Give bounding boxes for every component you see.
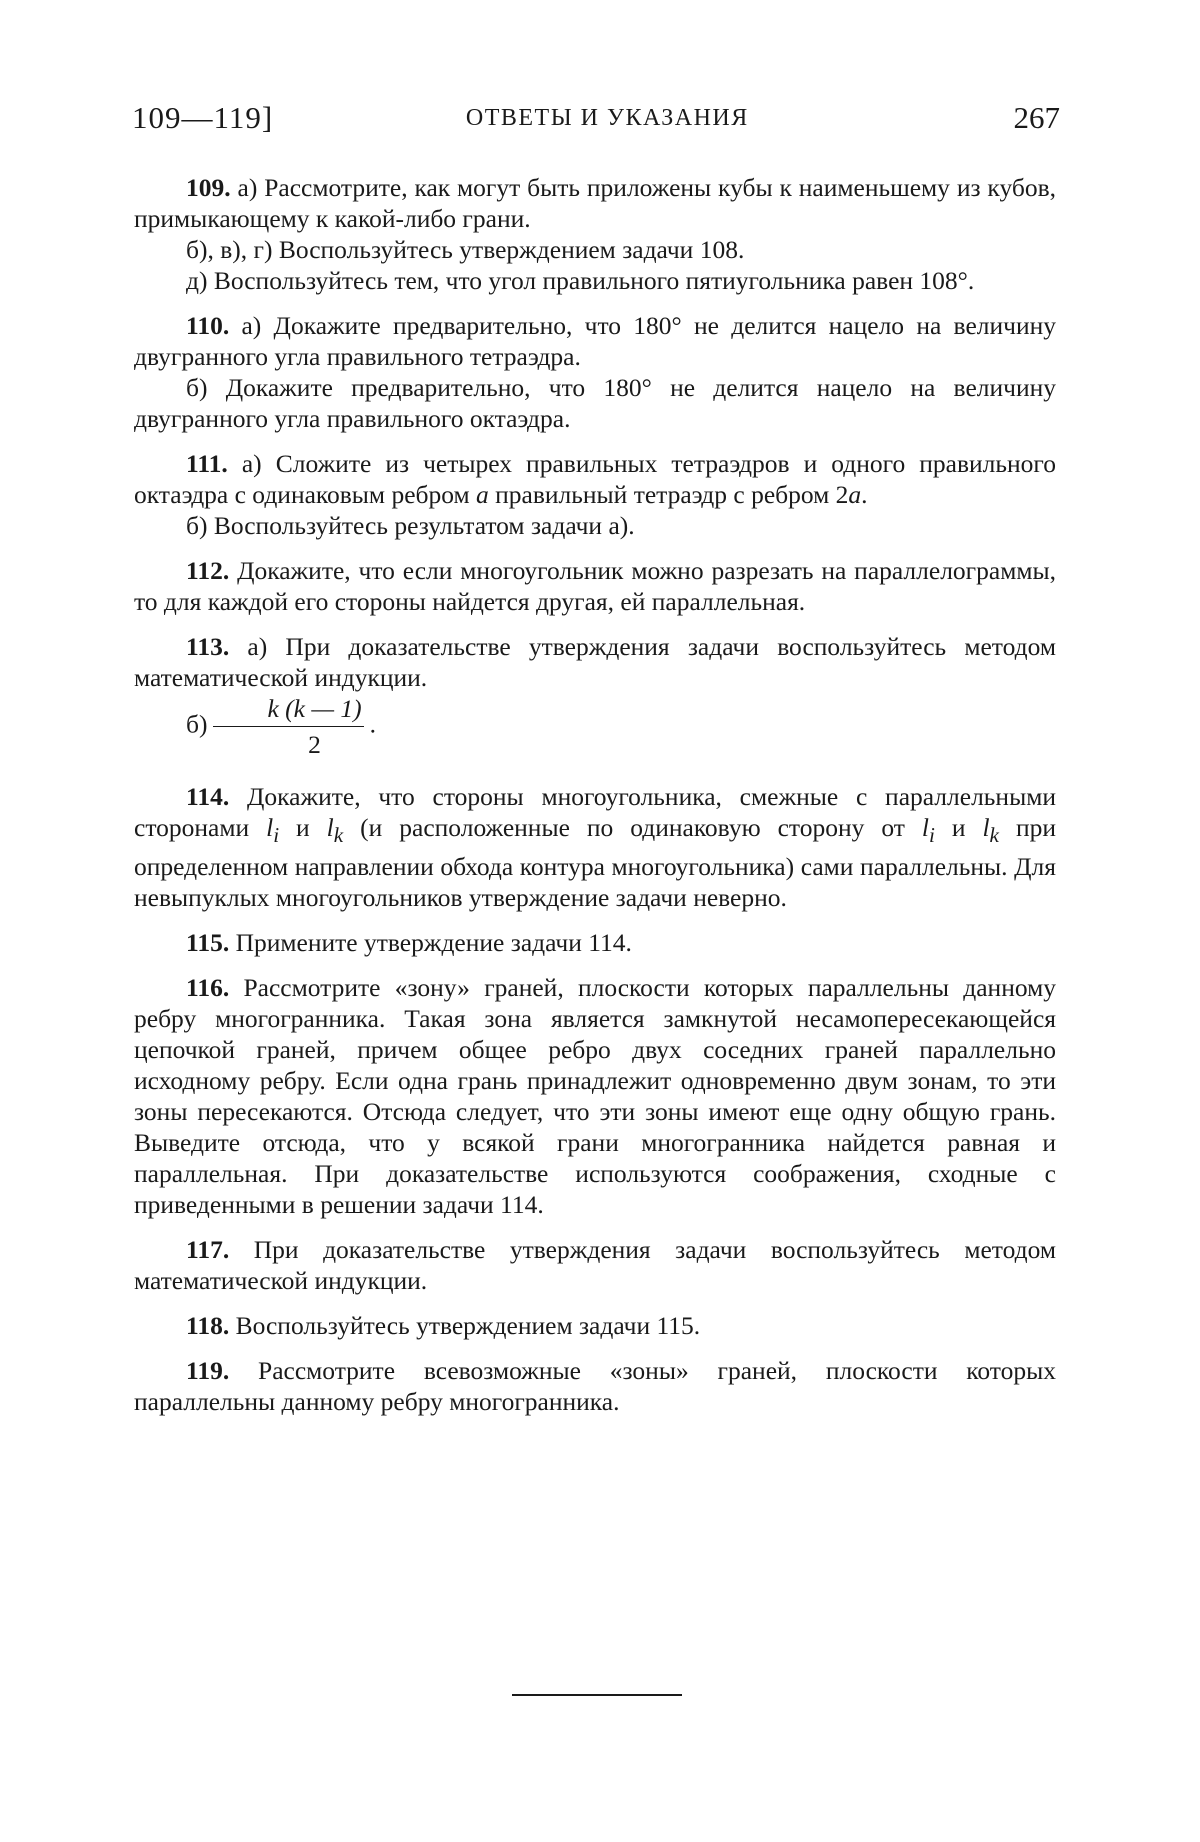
- subscript-k: k: [990, 823, 999, 847]
- answer-number: 119.: [186, 1356, 229, 1385]
- variable-l: l: [266, 813, 273, 842]
- answer-number: 115.: [186, 928, 229, 957]
- answer-text: Докажите, что если многоугольник можно разрезать на параллелограммы, то для каждой его стороны найдется другая, ей параллельная.: [134, 556, 1056, 616]
- answer-text: Рассмотрите «зону» граней, плоскости которых параллельны данному ребру многогранника. Такая зона является замкнутой несамопересекающейся цепочкой граней, причем общее ребро двух соседних граней параллельно исходному ребру. Если одна грань принадлежит одновременно двум зонам, то эти зоны пересекаются. Отсюда следует, что эти зоны имеют еще одну общую грань. Выведите отсюда, что у всякой грани многогранника найдется равная и параллельная. При доказательстве используются соображения, сходные с приведенными в решении задачи 114.: [134, 973, 1056, 1219]
- answer-119: [134, 1355, 1056, 1417]
- answer-number: 118.: [186, 1311, 229, 1340]
- answer-text: Воспользуйтесь утверждением задачи 115.: [229, 1311, 700, 1340]
- answer-text: а) Сложите из четырех правильных тетраэдров и одного правильного октаэдра с одинаковым ребром: [134, 449, 1056, 509]
- answer-109-d: д) Воспользуйтесь тем, что угол правильного пятиугольника равен 108°.: [134, 265, 1056, 296]
- answer-116: [134, 972, 1056, 1220]
- answer-number: 109.: [186, 173, 231, 202]
- fraction-numerator: k (k — 1): [213, 693, 363, 727]
- answer-110: [134, 310, 1056, 372]
- answer-113: [134, 631, 1056, 693]
- variable-l: l: [922, 813, 929, 842]
- fraction-denominator: 2: [213, 727, 363, 760]
- subscript-i: i: [929, 823, 935, 847]
- subpart-label: б): [186, 709, 207, 738]
- subscript-k: k: [334, 823, 343, 847]
- problem-range: 109—119]: [132, 100, 273, 136]
- variable-a: a: [848, 480, 861, 509]
- end-rule: [512, 1694, 682, 1696]
- period: .: [370, 709, 376, 738]
- answer-113-b: [134, 693, 1056, 767]
- answer-number: 114.: [186, 782, 229, 811]
- answer-text: а) Рассмотрите, как могут быть приложены кубы к наименьшему из кубов, примыкающему к какой-либо грани.: [134, 173, 1056, 233]
- answer-117: [134, 1234, 1056, 1296]
- answer-text: а) Докажите предварительно, что 180° не делится нацело на величину двугранного угла правильного тетраэдра.: [134, 311, 1056, 371]
- answer-text: при определенном направлении обхода контура многоугольника) сами параллельны. Для невыпуклых многоугольников утверждение задачи неверно.: [134, 813, 1056, 912]
- answer-text: правильный тетраэдр с ребром 2: [489, 480, 849, 509]
- variable-l: l: [327, 813, 334, 842]
- answer-text: а) При доказательстве утверждения задачи воспользуйтесь методом математической индукции.: [134, 632, 1056, 692]
- answer-number: 112.: [186, 556, 229, 585]
- fraction: [213, 693, 363, 760]
- conjunction: и: [935, 813, 983, 842]
- answer-110-b: б) Докажите предварительно, что 180° не делится нацело на величину двугранного угла правильного октаэдра.: [134, 372, 1056, 434]
- answer-number: 113.: [186, 632, 229, 661]
- subscript-i: i: [273, 823, 279, 847]
- answer-115: [134, 927, 1056, 958]
- answer-text: При доказательстве утверждения задачи воспользуйтесь методом математической индукции.: [134, 1235, 1056, 1295]
- answer-118: [134, 1310, 1056, 1341]
- answer-112: [134, 555, 1056, 617]
- answer-text: Примените утверждение задачи 114.: [229, 928, 632, 957]
- answer-text: Докажите, что стороны многоугольника, смежные с параллельными сторонами: [134, 782, 1056, 842]
- running-header: [132, 100, 1060, 144]
- answers-text: [134, 172, 1056, 1417]
- book-page: [0, 0, 1200, 1842]
- answer-number: 111.: [186, 449, 228, 478]
- answer-111-b: б) Воспользуйтесь результатом задачи а).: [134, 510, 1056, 541]
- answer-109-bvg: б), в), г) Воспользуйтесь утверждением задачи 108.: [134, 234, 1056, 265]
- answer-text: (и расположенные по одинаковую сторону от: [343, 813, 922, 842]
- answer-114: [134, 781, 1056, 913]
- conjunction: и: [279, 813, 327, 842]
- answer-text: .: [861, 480, 867, 509]
- answer-109: [134, 172, 1056, 234]
- answer-number: 110.: [186, 311, 229, 340]
- section-title: ОТВЕТЫ И УКАЗАНИЯ: [466, 105, 749, 132]
- answer-number: 117.: [186, 1235, 229, 1264]
- answer-111: [134, 448, 1056, 510]
- answer-text: Рассмотрите всевозможные «зоны» граней, плоскости которых параллельны данному ребру многогранника.: [134, 1356, 1056, 1416]
- answer-number: 116.: [186, 973, 229, 1002]
- variable-l: l: [982, 813, 989, 842]
- page-number: 267: [1014, 100, 1061, 136]
- variable-a: a: [476, 480, 489, 509]
